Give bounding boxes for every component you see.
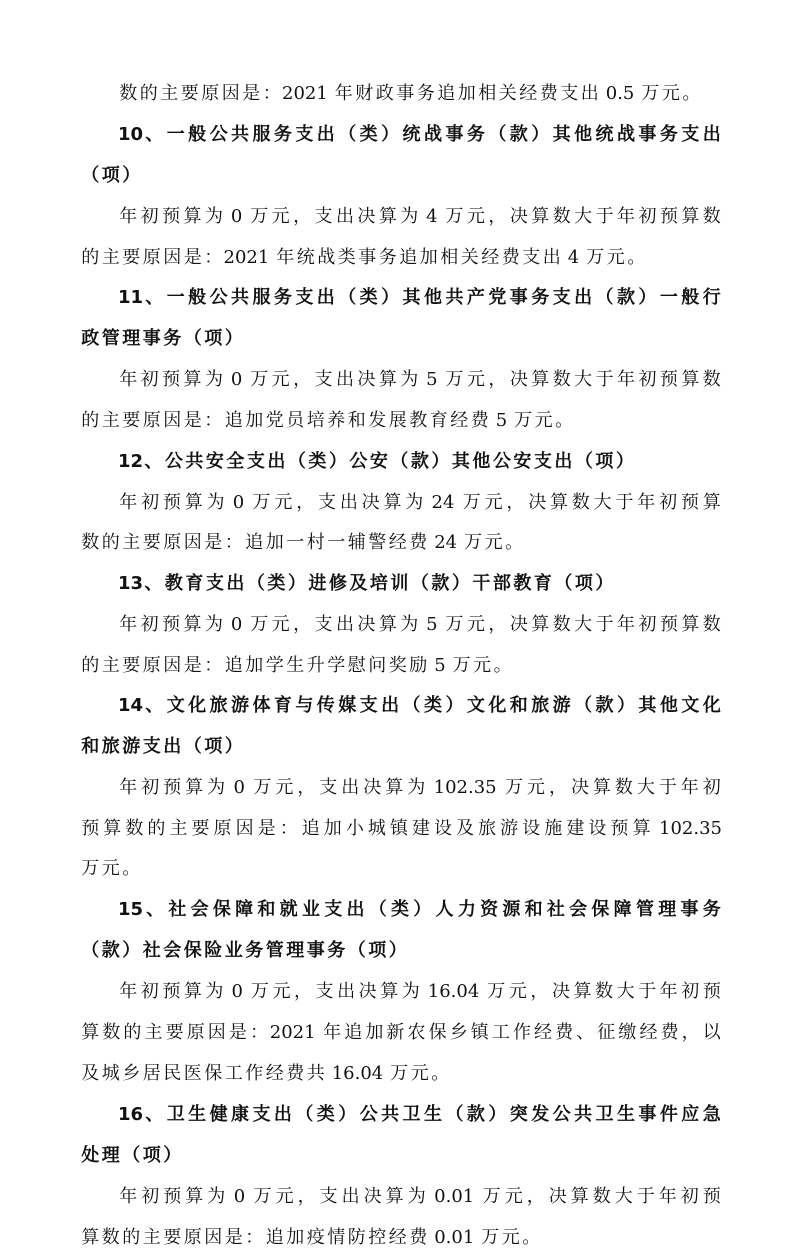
- body-text-line: 的 主 要 原 因 是 ： 追 加 学 生 升 学 慰 问 奖 励 5 万 元 。: [81, 655, 512, 676]
- body-text-line: 及 城 乡 居 民 医 保 工 作 经 费 共 16.04 万 元 。: [81, 1063, 450, 1084]
- body-text-line: 年 初 预 算 为 0 万 元 ， 支 出 决 算 为 5 万 元 ， 决 算 数 大 于 年 初 预 算 数: [119, 614, 721, 635]
- body-text-line: 年 初 预 算 为 0 万 元 ， 支 出 决 算 为 4 万 元 ， 决 算 数 大 于 年 初 预 算 数: [119, 206, 721, 227]
- section-heading-line: 16 、 卫 生 健 康 支 出 （ 类 ） 公 共 卫 生 （ 款 ） 突 发 公 共 卫 生 事 件 应 急: [118, 1104, 721, 1125]
- section-heading-line: 和 旅 游 支 出 （ 项 ）: [81, 736, 243, 757]
- section-heading-line: 12 、 公 共 安 全 支 出 （ 类 ） 公 安 （ 款 ） 其 他 公 安 支 出 （ 项 ）: [118, 451, 634, 472]
- section-heading-line: 处 理 （ 项 ）: [81, 1145, 182, 1166]
- section-heading-line: 15 、 社 会 保 障 和 就 业 支 出 （ 类 ） 人 力 资 源 和 社 会 保 障 管 理 事 务: [118, 899, 721, 920]
- section-heading-line: （ 项 ）: [81, 165, 141, 186]
- body-text-line: 的 主 要 原 因 是 ： 2021 年 统 战 类 事 务 追 加 相 关 经 费 支 出 4 万 元 。: [81, 247, 646, 268]
- body-text-line: 算 数 的 主 要 原 因 是 ： 追 加 疫 情 防 控 经 费 0.01 万 元 。: [81, 1227, 541, 1248]
- section-heading-line: 11 、 一 般 公 共 服 务 支 出 （ 类 ） 其 他 共 产 党 事 务 支 出 （ 款 ） 一 般 行: [118, 287, 721, 308]
- body-text-line: 的 主 要 原 因 是 ： 追 加 党 员 培 养 和 发 展 教 育 经 费 5 万 元 。: [81, 410, 574, 431]
- section-heading-line: 10 、 一 般 公 共 服 务 支 出 （ 类 ） 统 战 事 务 （ 款 ） 其 他 统 战 事 务 支 出: [118, 124, 721, 145]
- section-heading-line: 13 、 教 育 支 出 （ 类 ） 进 修 及 培 训 （ 款 ） 干 部 教 育 （ 项 ）: [118, 573, 614, 594]
- body-text-line: 年 初 预 算 为 0 万 元 ， 支 出 决 算 为 5 万 元 ， 决 算 数 大 于 年 初 预 算 数: [119, 369, 721, 390]
- body-text-line: 年 初 预 算 为 0 万 元 ， 支 出 决 算 为 102.35 万 元 ， 决 算 数 大 于 年 初: [119, 777, 721, 798]
- body-text-line: 数 的 主 要 原 因 是 ： 追 加 一 村 一 辅 警 经 费 24 万 元 。: [81, 532, 524, 553]
- body-text-line: 预 算 数 的 主 要 原 因 是 ： 追 加 小 城 镇 建 设 及 旅 游 设 施 建 设 预 算 102.35: [81, 818, 722, 839]
- section-heading-line: 政 管 理 事 务 （ 项 ）: [81, 328, 243, 349]
- section-heading-line: 14 、 文 化 旅 游 体 育 与 传 媒 支 出 （ 类 ） 文 化 和 旅 游 （ 款 ） 其 他 文 化: [118, 695, 721, 716]
- section-heading-line: （ 款 ） 社 会 保 险 业 务 管 理 事 务 （ 项 ）: [81, 940, 407, 961]
- body-text-line: 年 初 预 算 为 0 万 元 ， 支 出 决 算 为 0.01 万 元 ， 决 算 数 大 于 年 初 预: [119, 1186, 721, 1207]
- body-text-line: 万 元 。: [81, 858, 141, 879]
- body-text-line: 算 数 的 主 要 原 因 是 ： 2021 年 追 加 新 农 保 乡 镇 工 作 经 费 、 征 缴 经 费 ， 以: [81, 1022, 721, 1043]
- body-text-line: 数 的 主 要 原 因 是 ： 2021 年 财 政 事 务 追 加 相 关 经 费 支 出 0.5 万 元 。: [119, 83, 701, 104]
- body-text-line: 年 初 预 算 为 0 万 元 ， 支 出 决 算 为 24 万 元 ， 决 算 数 大 于 年 初 预 算: [119, 492, 721, 513]
- body-text-line: 年 初 预 算 为 0 万 元 ， 支 出 决 算 为 16.04 万 元 ， 决 算 数 大 于 年 初 预: [119, 981, 721, 1002]
